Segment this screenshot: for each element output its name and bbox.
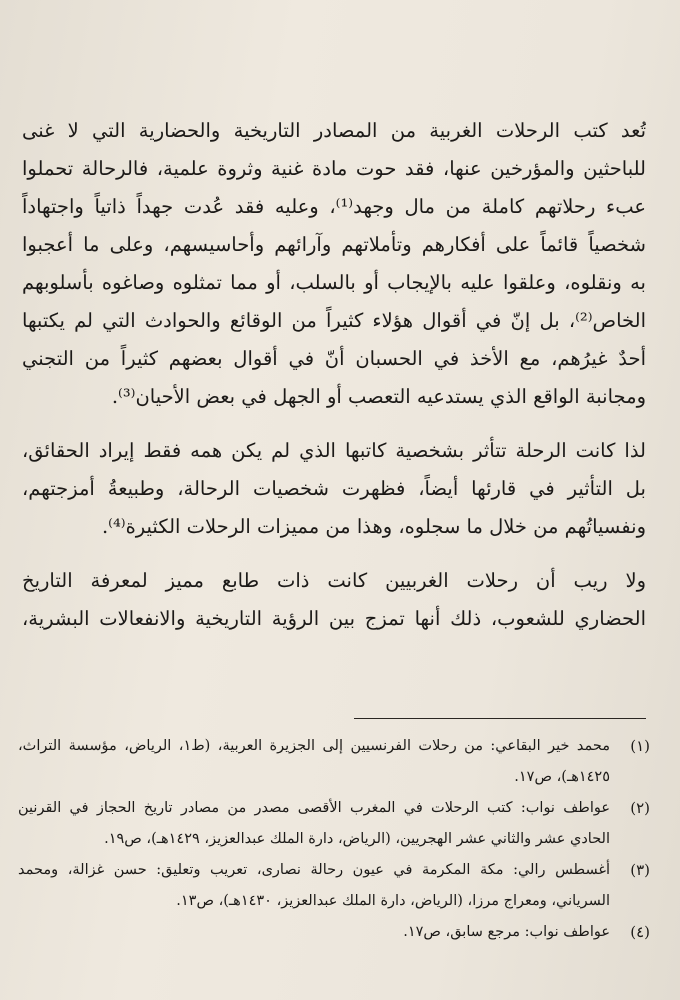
- text-line: شخصياً قائماً على أفكارهم وتأملاتهم وآرائهم وأحاسيسهم، وعلى ما أعجبوا: [22, 233, 646, 256]
- text-line: الحضاري للشعوب، ذلك أنها تمزج بين الرؤية التاريخية والانفعالات البشرية،: [22, 607, 646, 630]
- footnote-number: (٣): [630, 861, 650, 879]
- text-line: الخاص⁽²⁾، بل إنّ في أقوال هؤلاء كثيراً من الوقائع والحوادث التي لم يكتبها: [22, 309, 646, 332]
- text-line: لذا كانت الرحلة تتأثر بشخصية كاتبها الذي لم يكن همه فقط إيراد الحقائق،: [22, 439, 646, 462]
- text-line: تُعد كتب الرحلات الغربية من المصادر التاريخية والحضارية التي لا غنى: [22, 119, 646, 142]
- text-line: بل التأثير في قارئها أيضاً، فظهرت شخصيات الرحالة، وطبيعةُ أمزجتهم،: [22, 477, 646, 500]
- footnote-divider: [354, 718, 646, 719]
- footnote-1: [18, 731, 650, 793]
- footnote-line: عواطف نواب: مرجع سابق، ص١٧.: [403, 924, 610, 940]
- text-line: ولا ريب أن رحلات الغربيين كانت ذات طابع مميز لمعرفة التاريخ: [22, 569, 646, 592]
- paragraph-1: [22, 112, 646, 416]
- text-line: للباحثين والمؤرخين عنها، فقد حوت مادة غنية وثروة علمية، فالرحالة تحملوا: [22, 157, 646, 180]
- paragraph-2: [22, 432, 646, 546]
- footnote-line: محمد خير البقاعي: من رحلات الفرنسيين إلى الجزيرة العربية، (ط١، الرياض، مؤسسة التراث،: [18, 738, 610, 754]
- footnote-number: (١): [630, 737, 650, 755]
- text-line: به ونقلوه، وعلقوا عليه بالإيجاب أو بالسلب، أو مما تمثلوه وصاغوه بأسلوبهم: [22, 271, 646, 294]
- footnotes: [18, 718, 650, 948]
- footnote-3: [18, 855, 650, 917]
- footnote-4: [18, 917, 650, 948]
- footnote-line: الحادي عشر والثاني عشر الهجريين، (الرياض، دارة الملك عبدالعزيز، ١٤٢٩هـ)، ص١٩.: [104, 831, 610, 847]
- text-line: أحدٌ غيرُهم، مع الأخذ في الحسبان أنّ في أقوال بعضهم كثيراً من التجني: [22, 347, 646, 370]
- text-line: عبء رحلاتهم كاملة من مال وجهد⁽¹⁾، وعليه فقد عُدت جهداً ذاتياً واجتهاداً: [22, 195, 646, 218]
- footnote-line: ١٤٢٥هـ)، ص١٧.: [514, 769, 610, 785]
- footnote-line: عواطف نواب: كتب الرحلات في المغرب الأقصى مصدر من مصادر تاريخ الحجاز في القرنين: [18, 800, 610, 816]
- paragraph-3: [22, 562, 646, 638]
- footnote-number: (٢): [630, 799, 650, 817]
- text-line: ومجانبة الواقع الذي يستدعيه التعصب أو الجهل في بعض الأحيان⁽³⁾.: [111, 385, 646, 408]
- text-line: ونفسياتُهم من خلال ما سجلوه، وهذا من مميزات الرحلات الكثيرة⁽⁴⁾.: [101, 515, 646, 538]
- main-text: [22, 112, 646, 654]
- footnote-line: أغسطس رالي: مكة المكرمة في عيون رحالة نصارى، تعريب وتعليق: حسن غزالة، ومحمد: [18, 862, 610, 878]
- footnote-number: (٤): [630, 923, 650, 941]
- footnote-line: السرياني، ومعراج مرزا، (الرياض، دارة الملك عبدالعزيز، ١٤٣٠هـ)، ص١٣.: [176, 893, 610, 909]
- footnote-2: [18, 793, 650, 855]
